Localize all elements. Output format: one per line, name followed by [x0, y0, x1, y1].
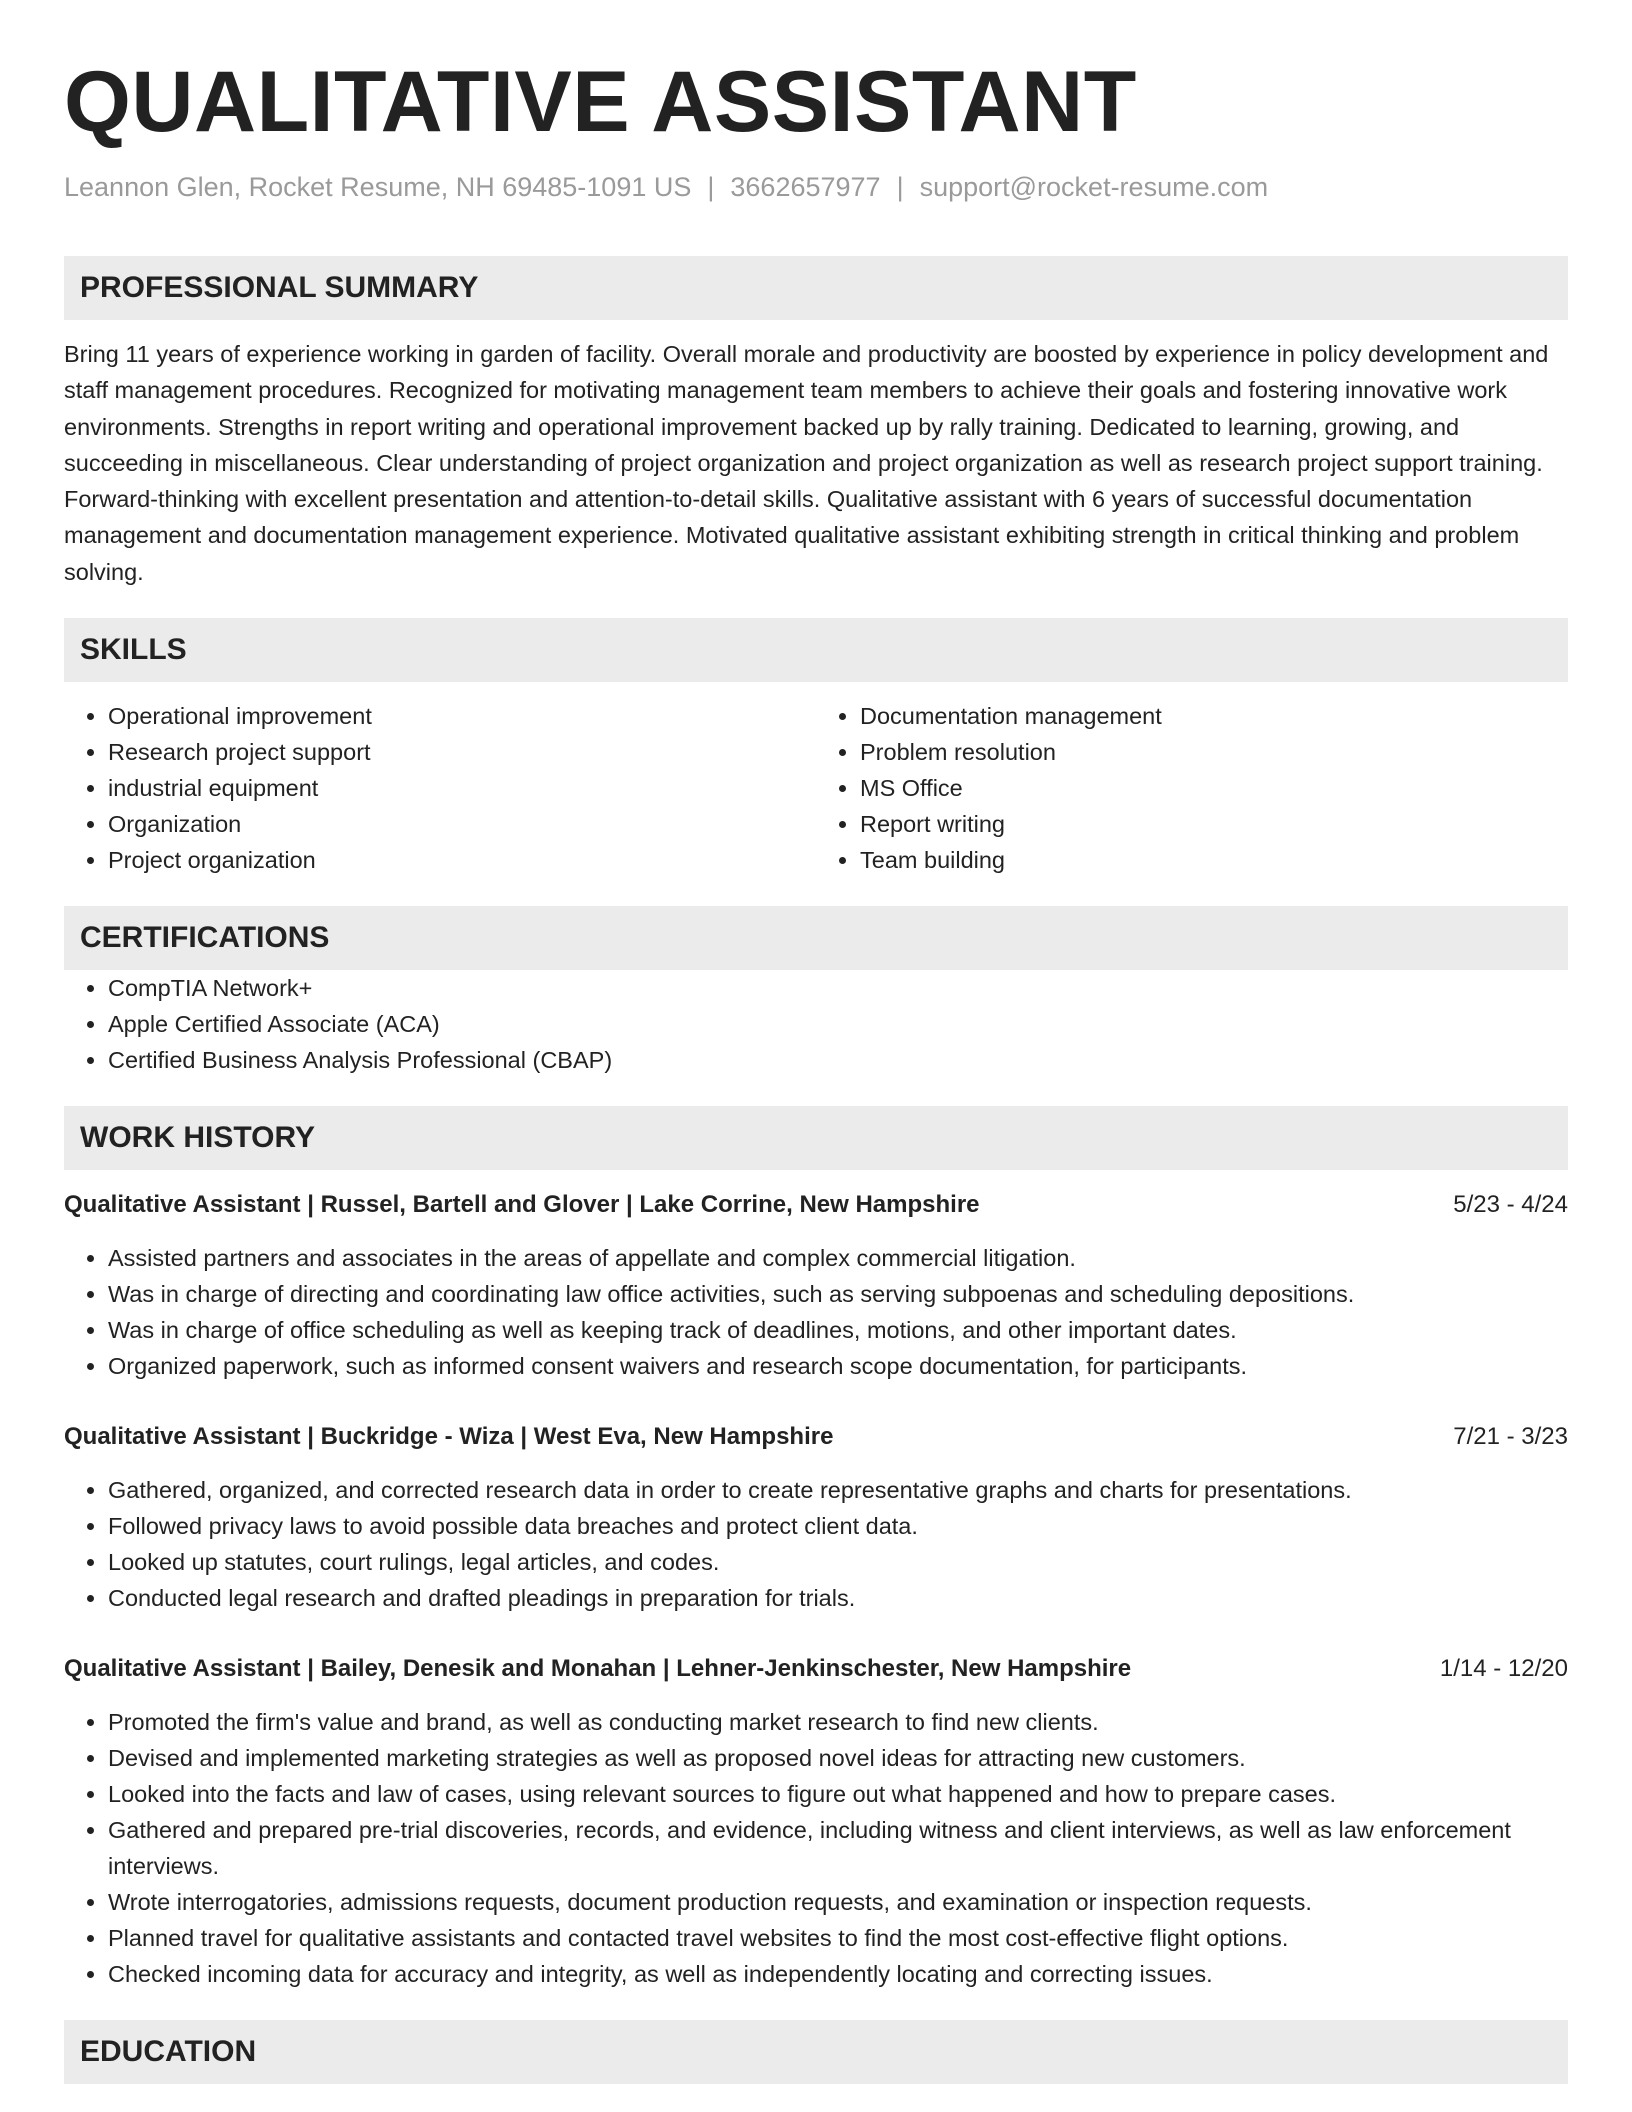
skills-heading: SKILLS: [64, 618, 1568, 682]
job-bullet: • Planned travel for qualitative assistants and contacted travel websites to find the most cost-effective flight options.: [108, 1920, 1568, 1956]
job-entry: [64, 1420, 1568, 1616]
job-entry: [64, 1652, 1568, 1992]
job-bullet: • Gathered, organized, and corrected research data in order to create representative graphs and charts for presentations.: [108, 1472, 1568, 1508]
skill-item: • Problem resolution: [860, 734, 1568, 770]
job-bullets: [64, 1704, 1568, 1992]
job-bullet: • Looked up statutes, court rulings, legal articles, and codes.: [108, 1544, 1568, 1580]
contact-address: Leannon Glen, Rocket Resume, NH 69485-1091 US: [64, 172, 692, 202]
contact-separator: |: [896, 172, 904, 202]
job-bullet: • Assisted partners and associates in the areas of appellate and complex commercial litigation.: [108, 1240, 1568, 1276]
certification-item: • CompTIA Network+: [108, 970, 1568, 1006]
certifications-heading: CERTIFICATIONS: [64, 906, 1568, 970]
job-bullet: • Looked into the facts and law of cases, using relevant sources to figure out what happened and how to prepare cases.: [108, 1776, 1568, 1812]
job-dates: 7/21 - 3/23: [1453, 1423, 1568, 1451]
job-bullets: [64, 1472, 1568, 1616]
skill-item: • Report writing: [860, 806, 1568, 842]
job-bullet: • Checked incoming data for accuracy and integrity, as well as independently locating and correcting issues.: [108, 1956, 1568, 1992]
job-bullet: • Followed privacy laws to avoid possible data breaches and protect client data.: [108, 1508, 1568, 1544]
skill-item: • industrial equipment: [108, 770, 816, 806]
job-bullet: • Promoted the firm's value and brand, as well as conducting market research to find new clients.: [108, 1704, 1568, 1740]
certification-item: • Apple Certified Associate (ACA): [108, 1006, 1568, 1042]
job-bullet: • Gathered and prepared pre-trial discoveries, records, and evidence, including witness and client interviews, as well as law enforcement interviews.: [108, 1812, 1568, 1884]
summary-heading: PROFESSIONAL SUMMARY: [64, 256, 1568, 320]
skill-item: • Operational improvement: [108, 698, 816, 734]
job-bullets: [64, 1240, 1568, 1384]
skills-column-left: [64, 698, 816, 878]
job-entry: [64, 1188, 1568, 1384]
certification-item: • Certified Business Analysis Professional (CBAP): [108, 1042, 1568, 1078]
education-heading: EDUCATION: [64, 2020, 1568, 2084]
contact-separator: |: [707, 172, 715, 202]
skill-item: • Team building: [860, 842, 1568, 878]
skill-item: • MS Office: [860, 770, 1568, 806]
job-dates: 5/23 - 4/24: [1453, 1191, 1568, 1219]
contact-email: support@rocket-resume.com: [919, 172, 1269, 202]
candidate-name: QUALITATIVE ASSISTANT: [64, 54, 1137, 150]
contact-line: [64, 170, 1568, 204]
job-title: Qualitative Assistant | Russel, Bartell and Glover | Lake Corrine, New Hampshire: [64, 1191, 980, 1219]
job-header: [64, 1420, 1568, 1454]
skill-item: • Documentation management: [860, 698, 1568, 734]
skill-item: • Organization: [108, 806, 816, 842]
skill-item: • Research project support: [108, 734, 816, 770]
job-bullet: • Was in charge of office scheduling as well as keeping track of deadlines, motions, and other important dates.: [108, 1312, 1568, 1348]
skill-item: • Project organization: [108, 842, 816, 878]
job-title: Qualitative Assistant | Bailey, Denesik and Monahan | Lehner-Jenkinschester, New Hampshire: [64, 1655, 1132, 1683]
work-history-heading: WORK HISTORY: [64, 1106, 1568, 1170]
job-bullet: • Was in charge of directing and coordinating law office activities, such as serving subpoenas and scheduling depositions.: [108, 1276, 1568, 1312]
job-bullet: • Conducted legal research and drafted pleadings in preparation for trials.: [108, 1580, 1568, 1616]
skills-list: [64, 698, 1568, 878]
certifications-list: [64, 970, 1568, 1078]
job-header: [64, 1188, 1568, 1222]
job-header: [64, 1652, 1568, 1686]
job-bullet: • Wrote interrogatories, admissions requests, document production requests, and examination or inspection requests.: [108, 1884, 1568, 1920]
summary-text: Bring 11 years of experience working in garden of facility. Overall morale and productivity are boosted by experience in policy development and staff management procedures. Recognized for motivating management team members to achieve their goals and fostering innovative work environments. Strengths in report writing and operational improvement backed up by rally training. Dedicated to learning, growing, and succeeding in miscellaneous. Clear understanding of project organization and project organization as well as research project support training. Forward-thinking with excellent presentation and attention-to-detail skills. Qualitative assistant with 6 years of successful documentation management and documentation management experience. Motivated qualitative assistant exhibiting strength in critical thinking and problem solving.: [64, 341, 1549, 585]
job-bullet: • Devised and implemented marketing strategies as well as proposed novel ideas for attracting new customers.: [108, 1740, 1568, 1776]
contact-phone: 3662657977: [730, 172, 881, 202]
skills-column-right: [816, 698, 1568, 878]
job-title: Qualitative Assistant | Buckridge - Wiza | West Eva, New Hampshire: [64, 1423, 834, 1451]
job-bullet: • Organized paperwork, such as informed consent waivers and research scope documentation, for participants.: [108, 1348, 1568, 1384]
job-dates: 1/14 - 12/20: [1439, 1655, 1568, 1683]
